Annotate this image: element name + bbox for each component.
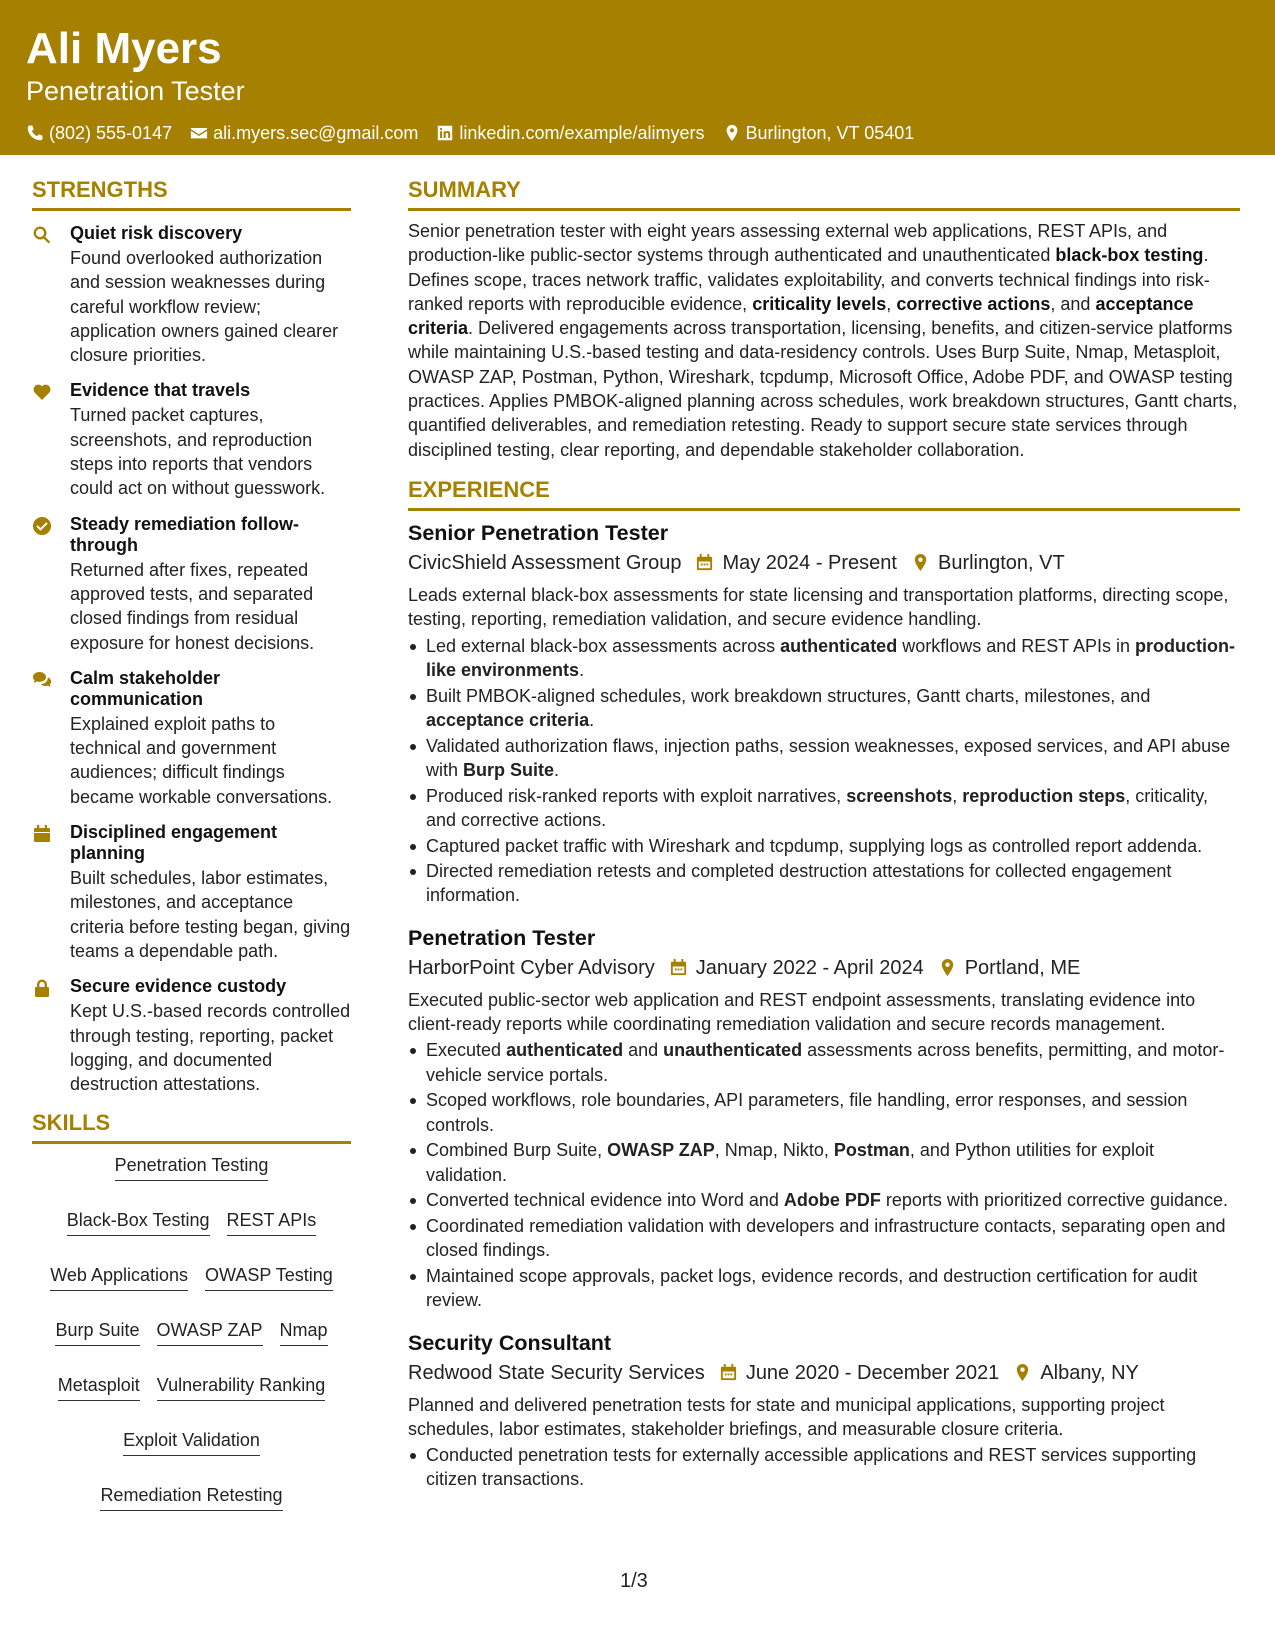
strength-title: Secure evidence custody [70,976,287,997]
strength-title: Evidence that travels [70,380,251,401]
job-entry [408,1329,1240,1492]
strength-title: Calm stakeholder communication [70,667,221,709]
bullet-text: workflows and REST APIs in [897,635,1135,656]
bullet-text: Captured packet traffic with Wireshark and tcpdump, supplying logs as controlled report addenda. [426,835,1203,856]
contact-location [723,122,915,144]
skills-list [32,1154,351,1511]
strength-item [32,380,351,500]
check-circle-icon [32,516,52,536]
strength-title: Steady remediation follow-through [70,513,300,555]
skills-section [32,1109,351,1511]
bullet-item [408,784,1240,833]
strength-description: Built schedules, labor estimates, milestones, and acceptance criteria before testing began, giving teams a dependable path. [70,868,351,961]
candidate-title: Penetration Tester [26,76,245,106]
lock-icon [32,978,52,998]
summary-part: . Delivered engagements across transportation, licensing, benefits, and citizen-service platforms while maintaining U.S.-based testing and data-residency controls. Uses Burp Suite, Nmap, Metasploit, OWASP ZAP, Postman, Python, Wireshark, tcpdump, Microsoft Office, Adobe PDF, and OWASP testing practices. Applies PMBOK-aligned planning across schedules, work breakdown structures, Gantt charts, quantified deliverables, and remediation retesting. Ready to support secure state services through disciplined testing, clear reporting, and dependable stakeholder collaboration. [408,318,1238,460]
bullet-item [408,834,1240,858]
page-number: 1/3 [620,1570,648,1592]
bullet-item [408,1088,1240,1137]
bullet-bold: reproduction steps [962,785,1126,806]
job-dates: June 2020 - December 2021 [745,1361,1000,1384]
bullet-bold: acceptance criteria [426,709,590,730]
summary-part: . Defines scope, traces network traffic, validates exploitability, and converts technical findings into risk-ranked reports with reproducible evidence, [408,245,1210,314]
job-company: Redwood State Security Services [408,1361,705,1384]
skill-tag: Metasploit [58,1374,140,1401]
linkedin-text: linkedin.com/example/alimyers [459,123,705,143]
skills-heading: SKILLS [32,1109,351,1144]
job-entry [408,924,1240,1313]
bullet-text: Coordinated remediation validation with developers and infrastructure contacts, separating open and closed findings. [426,1216,1226,1261]
bullet-bold: Burp Suite [463,759,555,780]
strength-item [32,668,351,809]
bullet-text: , [952,785,963,806]
bullet-text: reports with prioritized corrective guidance. [880,1190,1229,1211]
bullet-text: . [554,759,560,780]
summary-part: , and [1050,293,1096,314]
job-location: Albany, NY [1040,1361,1139,1384]
skill-tag: Burp Suite [55,1319,139,1346]
job-dates: January 2022 - April 2024 [695,956,924,979]
search-icon [32,225,52,245]
bullet-text: , Nmap, Nikto, [714,1140,834,1161]
heart-icon [32,382,52,402]
experience-heading: EXPERIENCE [408,476,1240,511]
skill-tag: Vulnerability Ranking [157,1374,325,1401]
bullet-text: , and Python utilities for exploit validation. [426,1140,1154,1185]
job-role: Penetration Tester [408,925,596,950]
strength-item [32,223,351,367]
strength-item [32,976,351,1096]
bullet-bold: authenticated [780,635,898,656]
bullet-text: Scoped workflows, role boundaries, API parameters, file handling, error responses, and session controls. [426,1090,1188,1135]
job-dates: May 2024 - Present [722,551,897,574]
job-description: Planned and delivered penetration tests for state and municipal applications, supporting project schedules, labor estimates, stakeholder briefings, and measurable closure criteria. [408,1394,1165,1439]
strength-item [32,822,351,963]
bullet-bold: Postman [833,1140,910,1161]
left-column [32,176,351,1511]
bullet-item [408,1264,1240,1313]
bullet-text: , criticality, and corrective actions. [426,785,1208,830]
bullet-text: and [623,1040,664,1061]
bullet-text: Led external black-box assessments across [426,635,781,656]
contact-email[interactable] [190,122,418,144]
bullet-text: Combined Burp Suite, [426,1140,608,1161]
bullet-text: Built PMBOK-aligned schedules, work breakdown structures, Gantt charts, milestones, and [426,685,1151,706]
calendar-icon [669,958,688,977]
job-company: CivicShield Assessment Group [408,551,682,574]
strength-description: Explained exploit paths to technical and government audiences; difficult findings became workable conversations. [70,713,333,807]
bullet-item [408,1443,1240,1492]
experience-section [408,476,1240,1492]
phone-text: (802) 555-0147 [49,123,173,143]
skill-tag: Remediation Retesting [100,1484,282,1511]
job-meta [408,1360,1240,1386]
strength-title: Quiet risk discovery [70,223,243,243]
strength-description: Kept U.S.-based records controlled through testing, reporting, packet logging, and documented destruction attestations. [70,1001,351,1095]
contact-phone[interactable] [26,122,172,144]
bullet-text: Converted technical evidence into Word and [426,1190,784,1211]
phone-icon [26,124,44,142]
calendar-icon [32,824,52,844]
strength-description: Turned packet captures, screenshots, and reproduction steps into reports that vendors could act on without guesswork. [70,405,326,499]
email-text: ali.myers.sec@gmail.com [213,123,419,143]
bullet-item [408,859,1240,908]
strength-title: Disciplined engagement planning [70,822,278,864]
bullet-text: . [589,709,595,730]
job-description: Executed public-sector web application and REST endpoint assessments, translating evidence into client-ready reports while coordinating remediation validation and secure records management. [408,989,1196,1035]
envelope-icon [190,124,208,142]
bullet-item [408,1138,1240,1187]
bullet-bold: production-like environments [426,635,1235,680]
bullet-bold: Adobe PDF [783,1190,881,1211]
bullet-bold: unauthenticated [663,1040,803,1061]
bullet-bold: OWASP ZAP [607,1140,715,1161]
summary-part: Senior penetration tester with eight years assessing external web applications, REST APIs, and production-like public-sector systems through authenticated and unauthenticated [408,221,1168,266]
skill-tag: OWASP Testing [205,1264,333,1291]
strength-item [32,514,351,655]
right-column [408,176,1240,1493]
strength-description: Found overlooked authorization and session weaknesses during careful workflow review; application owners gained clearer closure priorities. [70,248,339,366]
job-meta [408,550,1240,576]
job-location: Portland, ME [964,956,1081,979]
bullet-text: assessments across benefits, permitting, and motor-vehicle service portals. [426,1040,1225,1085]
calendar-icon [695,553,714,572]
bullet-text: . [579,659,585,680]
bullet-text: Directed remediation retests and completed destruction attestations for collected engagement information. [426,861,1172,906]
skill-tag: Penetration Testing [115,1154,269,1181]
strengths-list [32,223,351,1096]
summary-text [408,219,1240,462]
bullet-item [408,634,1240,683]
comments-icon [32,670,52,690]
skill-tag: Black-Box Testing [67,1209,210,1236]
summary-bold: black-box testing [1055,245,1204,266]
job-bullets [408,1443,1240,1492]
calendar-icon [719,1363,738,1382]
bullet-item [408,1188,1240,1212]
skill-tag: Web Applications [50,1264,188,1291]
job-meta [408,955,1240,981]
summary-part: , [886,293,897,314]
map-pin-icon [1013,1363,1032,1382]
bullet-text: Validated authorization flaws, injection paths, session weaknesses, exposed services, and API abuse with [426,735,1231,780]
summary-bold: corrective actions [896,293,1051,314]
contact-linkedin[interactable] [436,122,704,144]
bullet-text: Maintained scope approvals, packet logs, evidence records, and destruction certification for audit review. [426,1266,1198,1311]
skill-tag: REST APIs [227,1209,317,1236]
bullet-item [408,734,1240,783]
linkedin-icon [436,124,454,142]
contact-row [26,122,1249,144]
job-company: HarborPoint Cyber Advisory [408,956,655,979]
job-role: Security Consultant [408,1330,612,1355]
job-bullets [408,634,1240,908]
skill-tag: Nmap [280,1319,328,1346]
candidate-name: Ali Myers [26,24,222,73]
job-role: Senior Penetration Tester [408,520,669,545]
skill-tag: OWASP ZAP [157,1319,263,1346]
bullet-text: Executed [426,1040,507,1061]
job-description: Leads external black-box assessments for state licensing and transportation platforms, directing scope, testing, reporting, remediation validation, and secure evidence handling. [408,584,1229,630]
summary-bold: acceptance criteria [408,293,1194,339]
strengths-heading: STRENGTHS [32,176,351,211]
bullet-text: Conducted penetration tests for externally accessible applications and REST services supporting citizen transactions. [426,1445,1197,1490]
bullet-text: Produced risk-ranked reports with exploit narratives, [426,785,847,806]
bullet-item [408,1214,1240,1263]
strength-description: Returned after fixes, repeated approved tests, and separated closed findings from residual exposure for honest decisions. [70,559,315,653]
map-pin-icon [938,958,957,977]
job-bullets [408,1038,1240,1312]
summary-heading: SUMMARY [408,176,1240,211]
summary-bold: criticality levels [752,293,887,314]
job-entry [408,519,1240,908]
bullet-item [408,684,1240,733]
skill-tag: Exploit Validation [123,1429,260,1456]
bullet-item [408,1038,1240,1087]
map-pin-icon [723,124,741,142]
map-pin-icon [911,553,930,572]
bullet-bold: authenticated [506,1040,624,1061]
job-location: Burlington, VT [937,551,1065,574]
header-banner [0,0,1275,155]
bullet-bold: screenshots [846,785,953,806]
location-text: Burlington, VT 05401 [745,123,915,143]
